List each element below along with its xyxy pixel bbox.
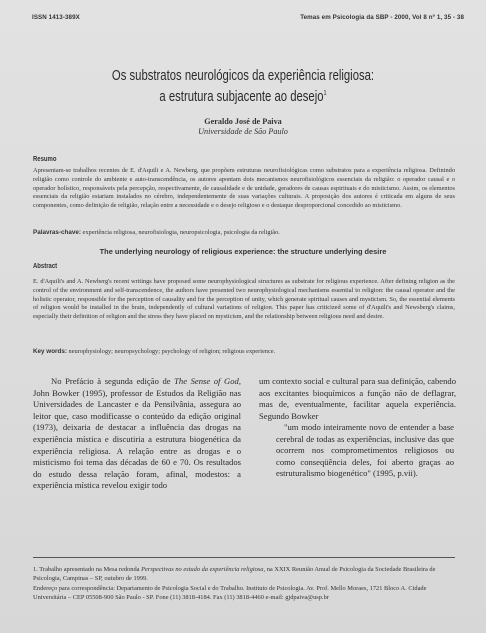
footnote-1-text-2: , na XXIX Reunião Anual de Psicologia da Sociedade Brasileira de Psicologia, Campinas – SP, outubro de 1999. (33, 566, 436, 583)
running-header (32, 14, 464, 21)
resumo-keywords-label: Palavras-chave: (33, 229, 81, 236)
abstract-text: E. d'Aquili's and A. Newberg's recent writings have proposed some neurophysiological structures as substrate for religious experience. After defining religion as the control of the environment and self-transcendence, the authors have presented two neurophysiological mechanisms essential to religion: the causal operator and the holistic operator, responsible for the perception of causality and for the perception of unity, which generate spiritual causes and mysticism. So, the essential elements of religion would be installed in the brain, independently of cultural variations of religion. This paper has criticized some of d'Aquili's and Newsberg's claims, especially their definition of religion and the stress they have placed on mysticism, and the relationship between religious need and desire. (33, 278, 455, 321)
resumo-keywords-text: experiência religiosa, neurofisiologia, neuropsicologia, psicologia da religião. (80, 229, 280, 236)
author-name: Geraldo José de Paiva (204, 117, 282, 126)
title-line-1: Os substratos neurológicos da experiência religiosa: (111, 68, 375, 84)
resumo-label: Resumo (33, 156, 57, 163)
abstract-label: Abstract (33, 263, 58, 270)
abstract-keywords-text: neurophysiology; neuropsychology; psychology of religion; religious experience. (66, 348, 276, 355)
footnote-1-italic: Perspectivas no estudo da experiência religiosa (141, 566, 264, 573)
footnote-1 (33, 565, 457, 583)
abstract-keywords-label: Key words: (33, 348, 67, 355)
body-column-right: um contexto social e cultural para sua definição, cabendo aos excitantes bioquímicos a função não de deflagrar, mas de, eventualmente, facilitar aquela experiência. Segundo Bowker (259, 376, 456, 421)
body-left-text-2: , John Bowker (1995), professor de Estudos da Religião nas Universidades de Lancaster e da Pensilvânia, assegura ao leitor que, caso modificasse o conteúdo da edição original (1973), deixaria de destacar a influência das drogas na experiência mística e discutiria a estrutura biogenética da experiência religiosa. A relação entre as drogas e o misticismo foi tema das décadas de 60 e 70. Os resultados do estudo dessa relação foram, afinal, modestos: a experiência mística revelou exigir todo (33, 376, 241, 491)
title-line-2 (85, 85, 402, 106)
journal-citation: Temas em Psicologia da SBP - 2000, Vol 8 nº 1, 35 - 38 (300, 14, 464, 21)
english-title: The underlying neurology of religious experience: the structure underlying desire (99, 247, 387, 256)
body-left-text-1: No Prefácio à segunda edição de (51, 376, 175, 386)
abstract-keywords (33, 348, 455, 357)
title-footnote-marker[interactable]: 1 (323, 90, 327, 97)
body-column-left (33, 376, 241, 492)
resumo-keywords (33, 229, 455, 238)
author-block (0, 117, 486, 137)
book-title: The Sense of God (174, 376, 239, 386)
correspondence-address: Endereço para correspondência: Departamento de Psicologia Social e do Trabalho. Instituto de Psicologia. Av. Prof. Mello Moraes, 1721 Bloco A. Cidade Universitária – CEP 05508-900 São Paulo - SP. Fone (11) 3818-4184. Fax (11) 3818-4460 e-mail: gjdpaiva@usp.br (33, 585, 427, 602)
resumo-text: Apresentam-se trabalhos recentes de E. d'Aquili e A. Newberg, que propõem estruturas neurofisiológicas como substratos para a experiência religiosa. Definindo religião como controle do ambiente e auto-transcendência, os autores apontam dois mecanismos neurofisiológicos essenciais da religião: o operador causal e o operador holístico, responsáveis pela percepção, respectivamente, de causalidade e de unidade, geradores de causas espirituais e do misticismo. Assim, os elementos essenciais da religião estariam instalados no cérebro, independentemente de suas variações culturais. A proposição dos autores é criticada em alguns de seus componentes, como definição de religião, relação entre a necessidade e o desejo religioso e o destaque desproporcional concedido ao misticismo. (33, 167, 455, 210)
issn-label: ISSN 1413-389X (32, 14, 80, 21)
footnote-1-text-1: 1. Trabalho apresentado na Mesa redonda (33, 566, 142, 573)
author-institution: Universidade de São Paulo (198, 127, 288, 136)
article-title (85, 67, 402, 106)
title-line-2-text: a estrutura subjacente ao desejo (159, 88, 324, 105)
block-quote: "um modo inteiramente novo de entender a base cerebral de todas as experiências, inclusive das que ocorrem nos comprometimentos religiosos ou como conseqüência deles, foi aberto graças ao estruturalismo biogenético" (1995, p.vii). (276, 422, 454, 479)
footnote-divider (33, 557, 455, 558)
